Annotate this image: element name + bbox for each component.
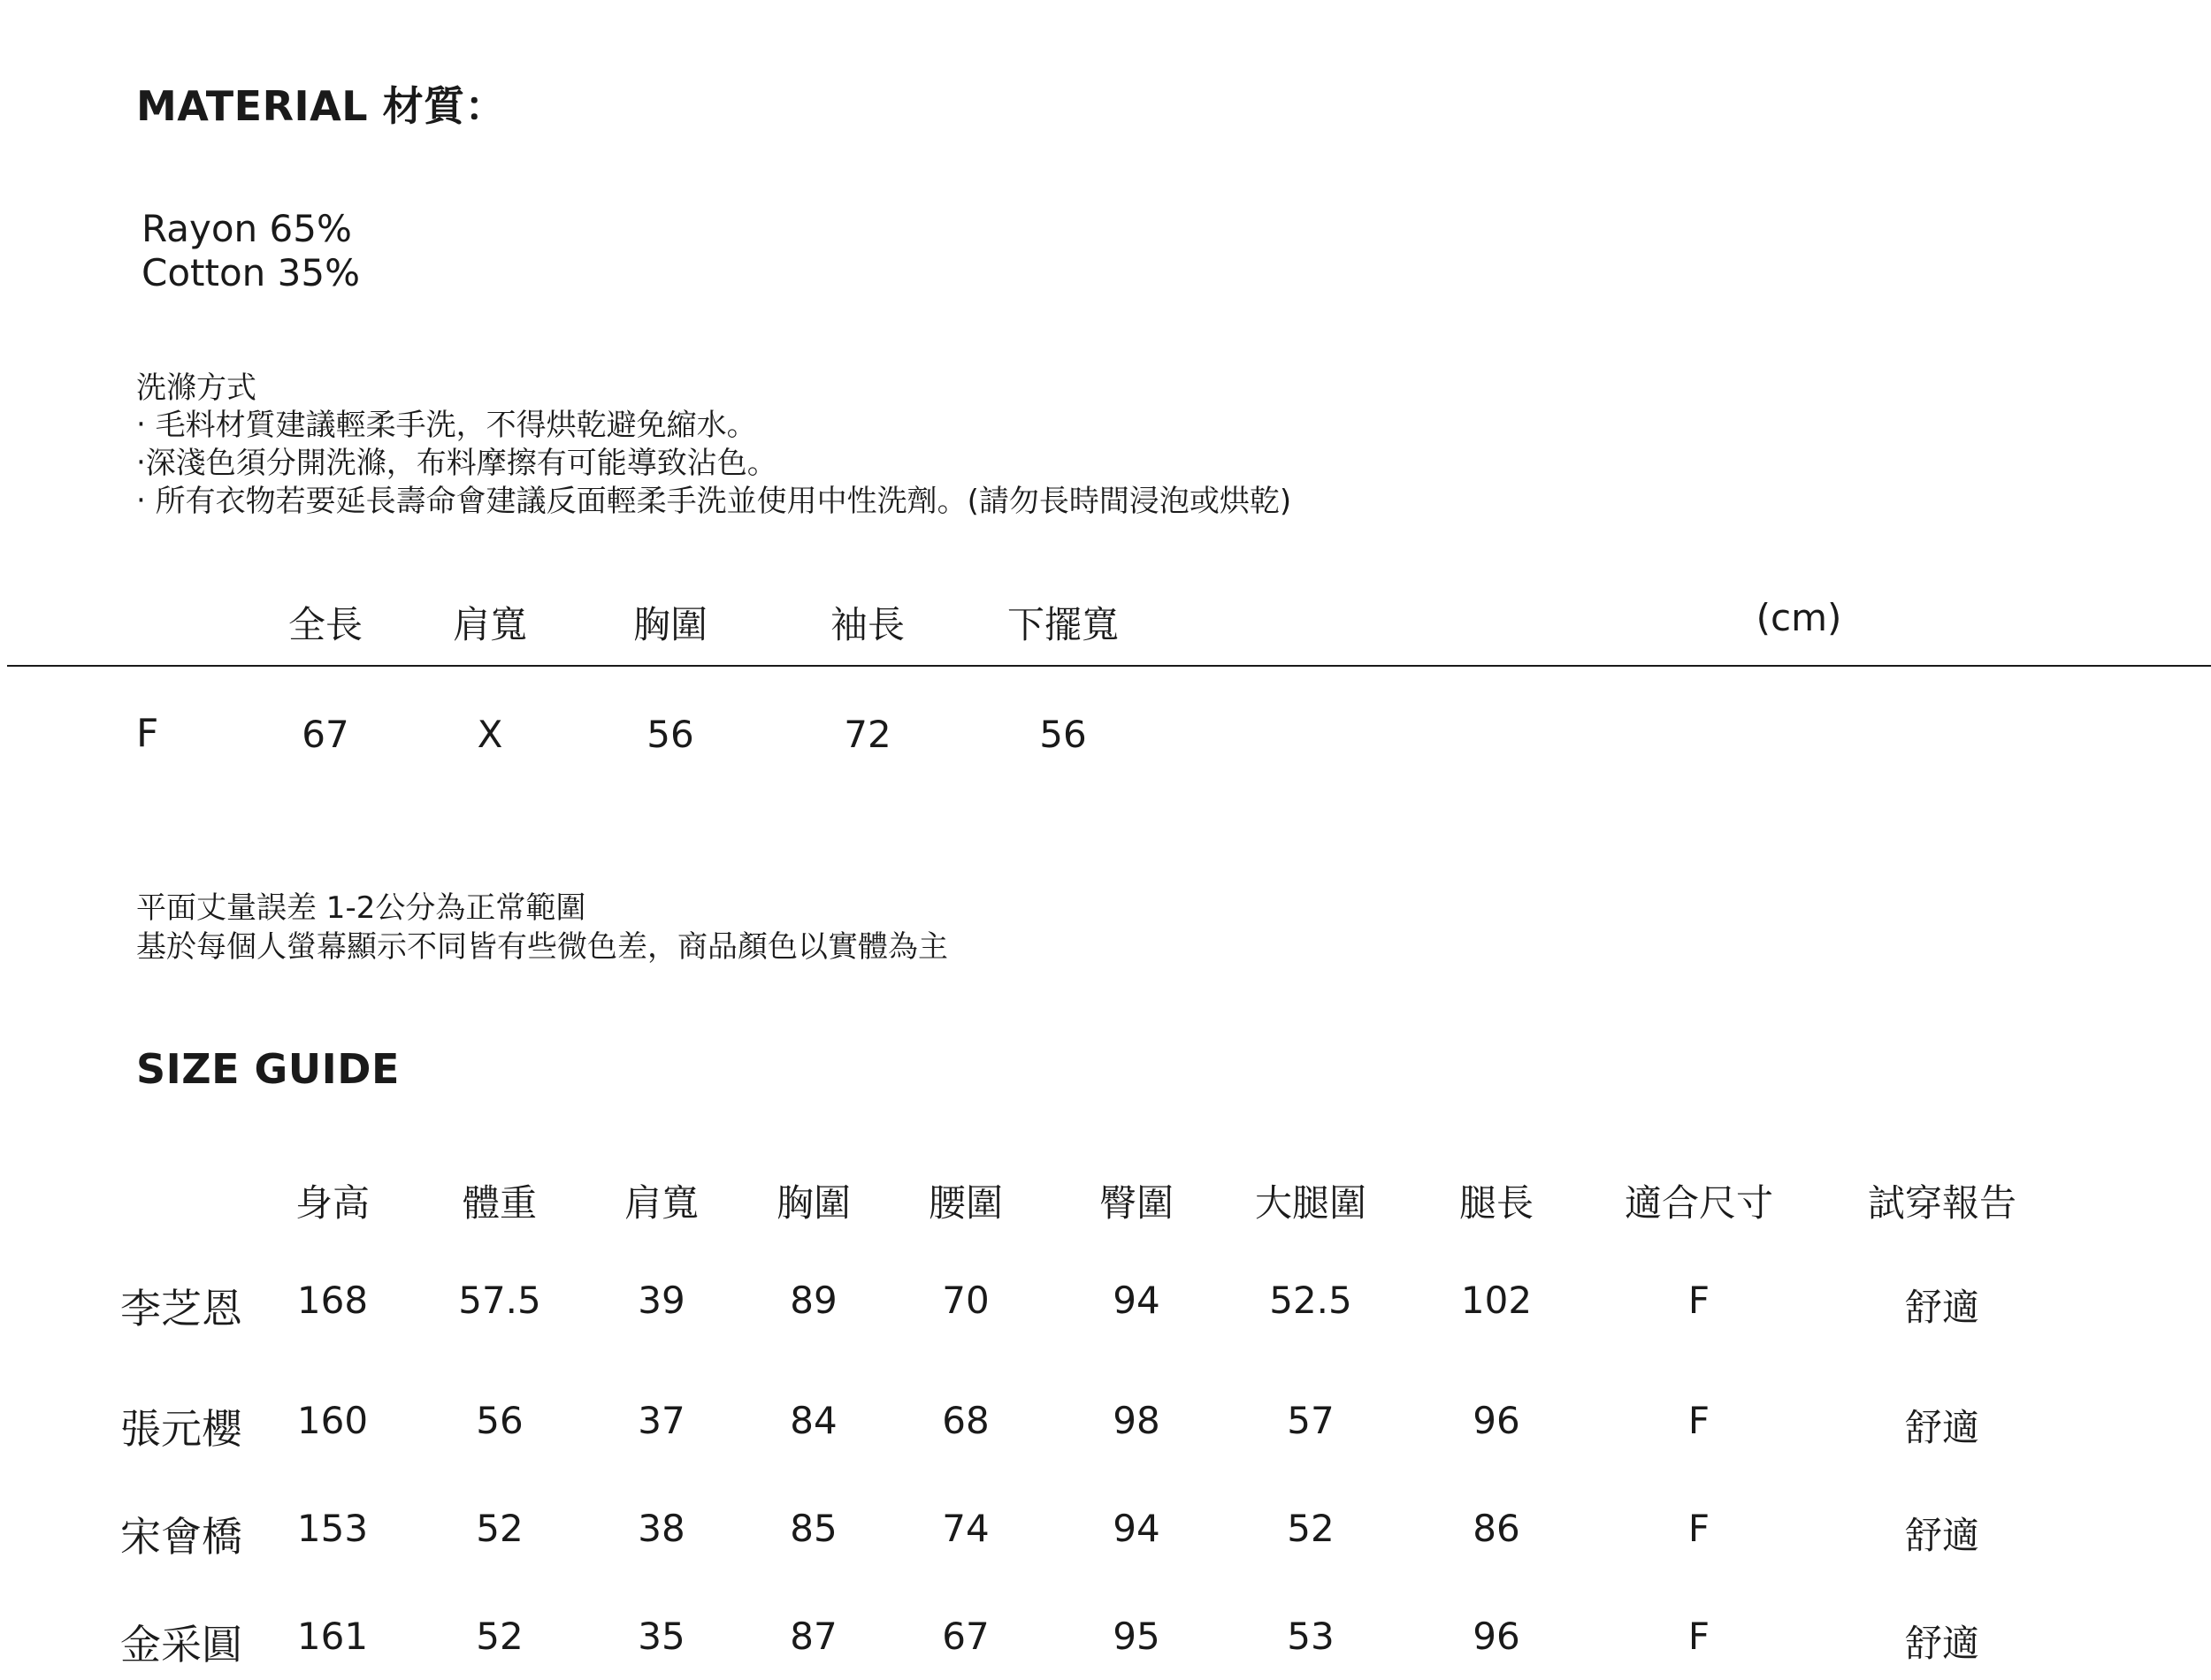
guide-cell-chest: 85 — [790, 1507, 838, 1550]
care-item-1: ‧ 毛料材質建議輕柔手洗，不得烘乾避免縮水。 — [136, 408, 757, 443]
note-color-difference: 基於每個人螢幕顯示不同皆有些微色差，商品顏色以實體為主 — [136, 929, 948, 965]
guide-cell-hip: 94 — [1113, 1279, 1160, 1322]
guide-cell-thigh: 52 — [1287, 1507, 1335, 1550]
guide-model-name: 李芝恩 — [120, 1285, 242, 1333]
guide-cell-chest: 84 — [790, 1399, 838, 1442]
guide-header-fit-size: 適合尺寸 — [1624, 1181, 1774, 1225]
guide-header-leg-length: 腿長 — [1458, 1181, 1534, 1225]
measure-value-chest: 56 — [646, 713, 694, 756]
guide-header-thigh: 大腿圍 — [1254, 1181, 1367, 1225]
guide-header-weight: 體重 — [462, 1181, 538, 1225]
guide-header-fit-report: 試穿報告 — [1867, 1181, 2017, 1225]
guide-model-name: 金采圓 — [120, 1621, 242, 1669]
guide-cell-shoulder: 38 — [638, 1507, 685, 1550]
guide-cell-leg-length: 96 — [1473, 1399, 1520, 1442]
guide-cell-height: 153 — [296, 1507, 369, 1550]
guide-cell-waist: 68 — [942, 1399, 990, 1442]
measure-header-chest: 胸圍 — [632, 603, 708, 646]
guide-cell-height: 161 — [296, 1615, 369, 1658]
measure-header-length: 全長 — [287, 603, 363, 646]
guide-cell-thigh: 52.5 — [1269, 1279, 1352, 1322]
guide-cell-fit-report: 舒適 — [1904, 1286, 1980, 1329]
guide-cell-leg-length: 96 — [1473, 1615, 1520, 1658]
measure-value-length: 67 — [302, 713, 349, 756]
guide-cell-shoulder: 37 — [638, 1399, 685, 1442]
guide-cell-waist: 74 — [942, 1507, 990, 1550]
guide-cell-weight: 56 — [476, 1399, 524, 1442]
measure-size-label: F — [136, 711, 159, 756]
guide-header-height: 身高 — [295, 1181, 371, 1225]
guide-cell-weight: 52 — [476, 1615, 524, 1658]
table-divider — [7, 665, 2211, 667]
care-title: 洗滌方式 — [136, 370, 256, 406]
measure-header-shoulder: 肩寬 — [452, 603, 528, 646]
guide-header-hip: 臀圍 — [1098, 1181, 1174, 1225]
guide-cell-shoulder: 39 — [638, 1279, 685, 1322]
guide-cell-waist: 70 — [942, 1279, 990, 1322]
measure-unit: (cm) — [1756, 596, 1842, 639]
guide-cell-fit-size: F — [1687, 1615, 1710, 1658]
guide-cell-fit-size: F — [1687, 1399, 1710, 1442]
care-item-2: ‧深淺色須分開洗滌，布料摩擦有可能導致沾色。 — [136, 446, 777, 481]
measure-value-hem: 56 — [1039, 713, 1087, 756]
guide-cell-leg-length: 86 — [1473, 1507, 1520, 1550]
guide-header-shoulder: 肩寬 — [624, 1181, 700, 1225]
guide-cell-weight: 57.5 — [458, 1279, 541, 1322]
guide-cell-chest: 87 — [790, 1615, 838, 1658]
guide-cell-hip: 98 — [1113, 1399, 1160, 1442]
measure-header-sleeve: 袖長 — [830, 603, 906, 646]
guide-cell-hip: 94 — [1113, 1507, 1160, 1550]
material-line-rayon: Rayon 65% — [142, 207, 352, 250]
guide-cell-fit-report: 舒適 — [1904, 1514, 1980, 1557]
measure-value-sleeve: 72 — [844, 713, 891, 756]
guide-cell-thigh: 57 — [1287, 1399, 1335, 1442]
guide-cell-weight: 52 — [476, 1507, 524, 1550]
note-measurement-error: 平面丈量誤差 1-2公分為正常範圍 — [136, 890, 586, 926]
material-line-cotton: Cotton 35% — [142, 251, 360, 294]
size-guide-title: SIZE GUIDE — [136, 1045, 400, 1093]
guide-cell-fit-size: F — [1687, 1279, 1710, 1322]
guide-cell-leg-length: 102 — [1460, 1279, 1533, 1322]
guide-header-waist: 腰圍 — [928, 1181, 1004, 1225]
guide-cell-fit-report: 舒適 — [1904, 1622, 1980, 1665]
guide-cell-shoulder: 35 — [638, 1615, 685, 1658]
guide-cell-height: 160 — [296, 1399, 369, 1442]
measure-header-hem: 下擺寬 — [1006, 603, 1120, 646]
material-title: MATERIAL 材質： — [136, 82, 507, 130]
measure-value-shoulder: X — [477, 713, 503, 756]
guide-cell-fit-report: 舒適 — [1904, 1406, 1980, 1449]
guide-model-name: 張元櫻 — [120, 1405, 242, 1453]
care-item-3: ‧ 所有衣物若要延長壽命會建議反面輕柔手洗並使用中性洗劑。(請勿長時間浸泡或烘乾) — [136, 484, 1292, 519]
guide-header-chest: 胸圍 — [776, 1181, 852, 1225]
guide-cell-chest: 89 — [790, 1279, 838, 1322]
guide-cell-height: 168 — [296, 1279, 369, 1322]
guide-cell-thigh: 53 — [1287, 1615, 1335, 1658]
guide-cell-hip: 95 — [1113, 1615, 1160, 1658]
guide-cell-fit-size: F — [1687, 1507, 1710, 1550]
guide-model-name: 宋會橋 — [120, 1513, 242, 1561]
guide-cell-waist: 67 — [942, 1615, 990, 1658]
